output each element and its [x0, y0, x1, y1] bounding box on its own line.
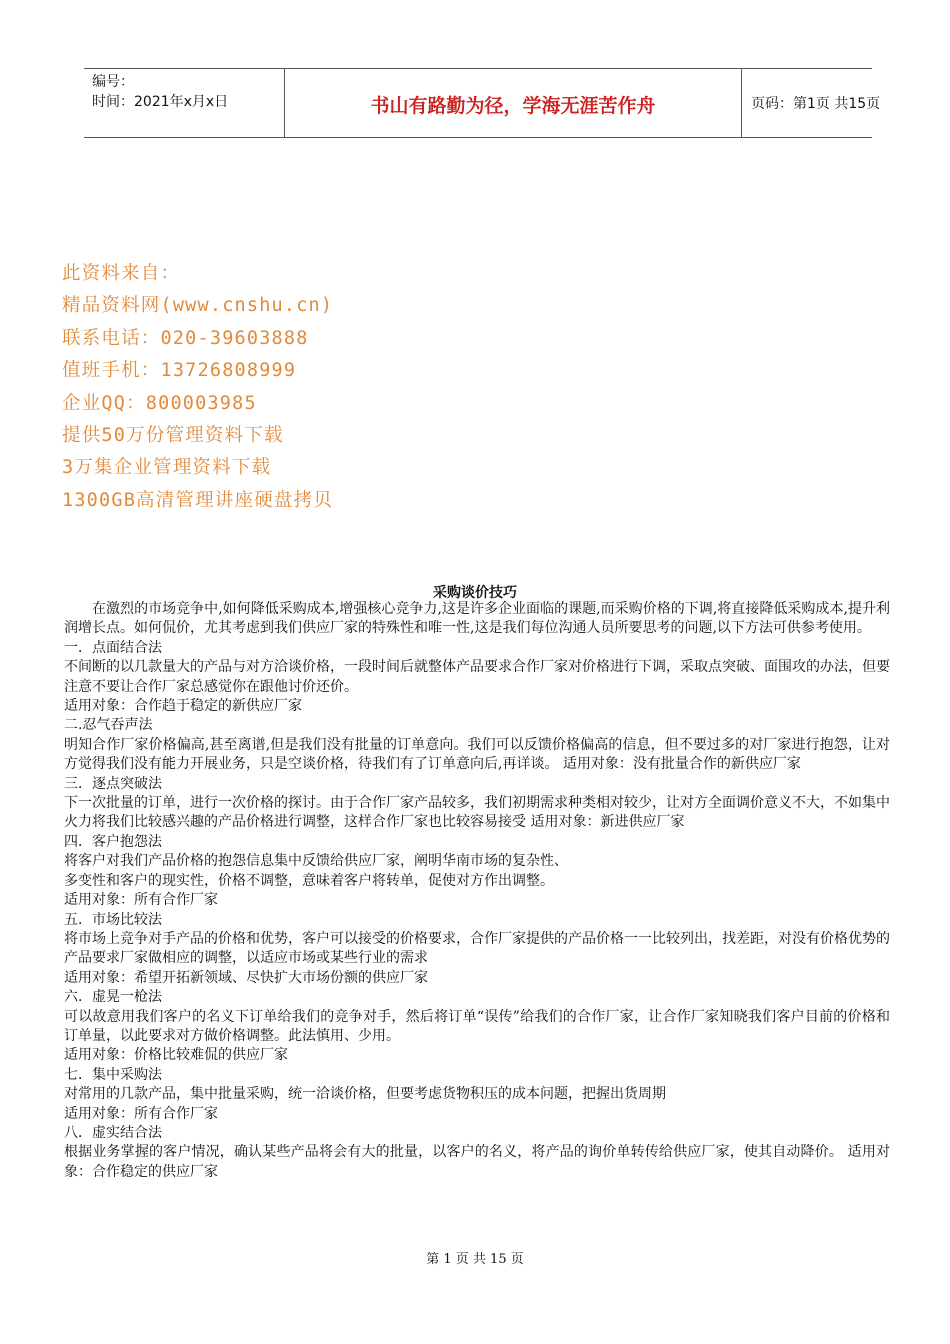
section-heading: 二.忍气吞声法 [64, 717, 153, 734]
source-line: 1300GB高清管理讲座硬盘拷贝 [62, 489, 334, 511]
section-text: 将市场上竞争对手产品的价格和优势，客户可以接受的价格要求，合作厂家提供的产品价格一一比较列出，找差距，对没有价格优势的产品要求厂家做相应的调整，以适应市场或某些行业的需求 [64, 930, 890, 967]
section-text: 明知合作厂家价格偏高,甚至离谱,但是我们没有批量的订单意向。我们可以反馈价格偏高的信息，但不要过多的对厂家进行抱怨，让对方觉得我们没有能力开展业务，只是空谈价格，待我们有了订单意向后,再详谈。 适用对象：没有批量合作的新供应厂家 [64, 736, 890, 773]
section-heading: 五．市场比较法 [64, 911, 162, 928]
section-heading: 三．逐点突破法 [64, 775, 162, 792]
article-title: 采购谈价技巧 [433, 585, 517, 601]
document-number: 编号： [92, 74, 134, 90]
header-center-cell [284, 69, 742, 137]
section-text: 下一次批量的订单，进行一次价格的探讨。由于合作厂家产品较多，我们初期需求种类相对较少，让对方全面调价意义不大，不如集中火力将我们比较感兴趣的产品价格进行调整，这样合作厂家也比较容易接受 适用对象：新进供应厂家 [64, 795, 890, 831]
section-heading: 七．集中采购法 [64, 1066, 162, 1083]
section-heading: 一．点面结合法 [64, 639, 162, 656]
header-left-cell [84, 69, 284, 137]
article-body [64, 600, 890, 1182]
section-text: 不间断的以几款量大的产品与对方洽谈价格，一段时间后就整体产品要求合作厂家对价格进行下调，采取点突破、面围攻的办法，但要注意不要让合作厂家总感觉你在跟他讨价还价。 [64, 659, 890, 695]
source-line: 联系电话：020-39603888 [62, 327, 309, 349]
section-heading: 六．虚晃一枪法 [64, 989, 162, 1006]
header-page-number: 页码：第1页 共15页 [751, 96, 881, 112]
section-target: 适用对象：合作趋于稳定的新供应厂家 [64, 698, 302, 715]
header-right-cell [741, 69, 881, 137]
document-header [84, 68, 881, 138]
section-text: 可以故意用我们客户的名义下订单给我们的竞争对手，然后将订单“误传”给我们的合作厂家，让合作厂家知晓我们客户目前的价格和订单量，以此要求对方做价格调整。此法慎用、少用。 [64, 1008, 890, 1044]
intro-paragraph: 在激烈的市场竞争中,如何降低采购成本,增强核心竞争力,这是许多企业面临的课题,而采购价格的下调,将直接降低采购成本,提升利润增长点。如何侃价，尤其考虑到我们供应厂家的特殊性和唯一性,这是我们每位沟通人员所要思考的问题,以下方法可供参考使用。 [64, 601, 890, 637]
section-target: 适用对象：所有合作厂家 [64, 1105, 218, 1122]
source-info [62, 258, 333, 517]
section-target: 适用对象：所有合作厂家 [64, 892, 218, 909]
source-line: 此资料来自： [62, 263, 181, 284]
source-line: 3万集企业管理资料下载 [62, 457, 272, 479]
source-line: 提供50万份管理资料下载 [62, 425, 284, 447]
section-target: 适用对象：价格比较难侃的供应厂家 [64, 1047, 288, 1064]
header-motto: 书山有路勤为径，学海无涯苦作舟 [370, 95, 656, 117]
section-text: 对常用的几款产品，集中批量采购，统一洽谈价格，但要考虑货物积压的成本问题，把握出货周期 [64, 1086, 666, 1103]
section-heading: 八．虚实结合法 [64, 1124, 162, 1141]
page-footer: 第 1 页 共 15 页 [426, 1252, 524, 1267]
document-time: 时间：2021年x月x日 [92, 94, 229, 110]
source-line: 企业QQ：800003985 [62, 392, 257, 414]
section-text: 根据业务掌握的客户情况，确认某些产品将会有大的批量，以客户的名义，将产品的询价单转传给供应厂家，使其自动降价。 适用对象：合作稳定的供应厂家 [64, 1144, 890, 1180]
section-text: 将客户对我们产品价格的抱怨信息集中反馈给供应厂家，阐明华南市场的复杂性、 [64, 853, 568, 870]
section-target: 适用对象：希望开拓新领域、尽快扩大市场份额的供应厂家 [64, 969, 428, 986]
source-line: 值班手机：13726808999 [62, 360, 297, 382]
source-line: 精品资料网(www.cnshu.cn) [62, 295, 334, 317]
section-text: 多变性和客户的现实性，价格不调整，意味着客户将转单，促使对方作出调整。 [64, 872, 554, 889]
section-heading: 四．客户抱怨法 [64, 833, 162, 850]
